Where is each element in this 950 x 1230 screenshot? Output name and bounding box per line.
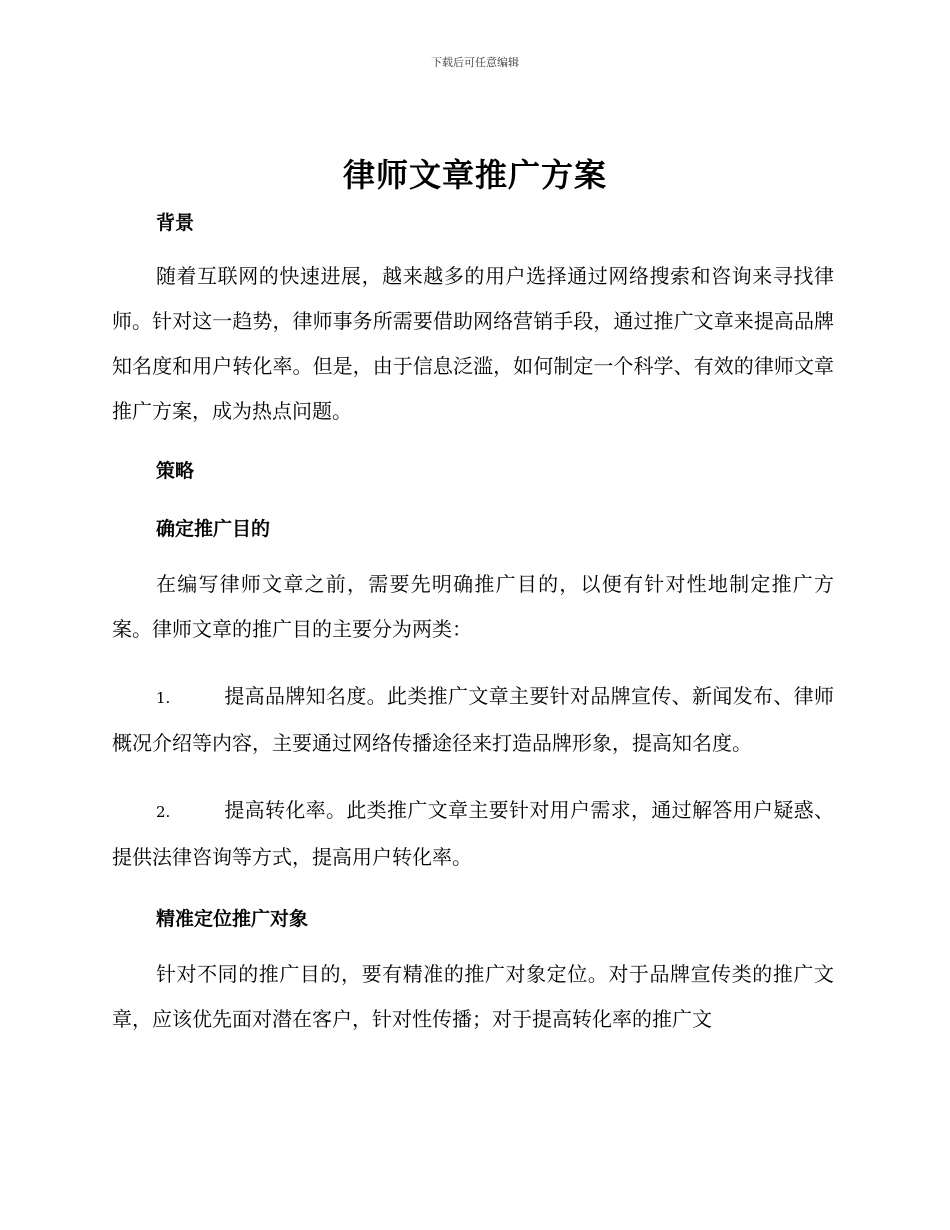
list-item-text: 提高转化率。此类推广文章主要针对用户需求，通过解答用户疑惑、提供法律咨询等方式，提高用户转化率。 bbox=[112, 798, 834, 869]
list-item-number: 2. bbox=[156, 803, 171, 821]
document-body bbox=[112, 206, 834, 1042]
background-heading: 背景 bbox=[156, 212, 195, 234]
target-paragraph: 针对不同的推广目的，要有精准的推广对象定位。对于品牌宣传类的推广文章，应该优先面对潜在客户，针对性传播；对于提高转化率的推广文 bbox=[112, 962, 834, 1031]
strategy-heading: 策略 bbox=[156, 460, 195, 482]
goal-paragraph: 在编写律师文章之前，需要先明确推广目的，以便有针对性地制定推广方案。律师文章的推广目的主要分为两类： bbox=[112, 572, 834, 641]
background-paragraph: 随着互联网的快速进展，越来越多的用户选择通过网络搜索和咨询来寻找律师。针对这一趋势，律师事务所需要借助网络营销手段，通过推广文章来提高品牌知名度和用户转化率。但是，由于信息泛滥，如何制定一个科学、有效的律师文章推广方案，成为热点问题。 bbox=[112, 264, 834, 423]
target-heading: 精准定位推广对象 bbox=[156, 908, 309, 930]
list-item bbox=[112, 674, 834, 766]
list-item-number: 1. bbox=[156, 689, 171, 707]
goal-heading: 确定推广目的 bbox=[156, 518, 271, 540]
document-title: 律师文章推广方案 bbox=[342, 156, 607, 194]
list-item-text: 提高品牌知名度。此类推广文章主要针对品牌宣传、新闻发布、律师概况介绍等内容，主要通过网络传播途径来打造品牌形象，提高知名度。 bbox=[112, 684, 834, 755]
header-note: 下载后可任意编辑 bbox=[431, 56, 519, 69]
list-item bbox=[112, 788, 834, 880]
